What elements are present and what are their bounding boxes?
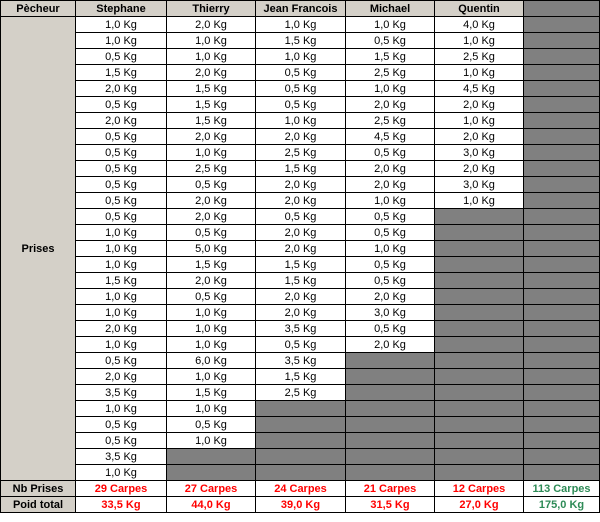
catch-row [1, 321, 600, 337]
empty-cell [435, 241, 524, 257]
weight-cell-stephane: 0,5 Kg [76, 417, 167, 433]
weight-cell-stephane: 1,0 Kg [76, 225, 167, 241]
weight-cell-stephane: 2,0 Kg [76, 113, 167, 129]
catch-row [1, 385, 600, 401]
weight-cell-thierry: 2,0 Kg [167, 17, 256, 33]
weight-cell-stephane: 0,5 Kg [76, 193, 167, 209]
empty-cell [524, 289, 600, 305]
weight-cell-michael: 0,5 Kg [346, 209, 435, 225]
empty-cell [524, 241, 600, 257]
poid-total-stephane: 33,5 Kg [76, 497, 167, 513]
catch-row [1, 17, 600, 33]
empty-cell [524, 209, 600, 225]
header-label-pecheur: Pècheur [1, 1, 76, 17]
empty-cell [524, 17, 600, 33]
empty-cell [524, 33, 600, 49]
weight-cell-jean-francois: 1,0 Kg [256, 113, 346, 129]
header-row [1, 1, 600, 17]
catch-row [1, 113, 600, 129]
summary-rows [1, 481, 600, 513]
empty-cell [435, 305, 524, 321]
weight-cell-stephane: 1,0 Kg [76, 17, 167, 33]
empty-cell [435, 433, 524, 449]
empty-cell [524, 81, 600, 97]
weight-cell-jean-francois: 2,0 Kg [256, 241, 346, 257]
weight-cell-thierry: 0,5 Kg [167, 177, 256, 193]
weight-cell-jean-francois: 1,5 Kg [256, 369, 346, 385]
nb-prises-row [1, 481, 600, 497]
catch-row [1, 353, 600, 369]
empty-cell [167, 465, 256, 481]
weight-cell-michael: 1,0 Kg [346, 193, 435, 209]
empty-cell [435, 465, 524, 481]
weight-cell-michael: 0,5 Kg [346, 257, 435, 273]
weight-cell-stephane: 1,0 Kg [76, 289, 167, 305]
weight-cell-thierry: 2,0 Kg [167, 193, 256, 209]
catch-row [1, 465, 600, 481]
weight-cell-thierry: 1,5 Kg [167, 81, 256, 97]
weight-cell-jean-francois: 1,5 Kg [256, 33, 346, 49]
nb-prises-total: 113 Carpes [524, 481, 600, 497]
prises-label: Prises [1, 17, 76, 481]
weight-cell-stephane: 2,0 Kg [76, 369, 167, 385]
weight-cell-thierry: 2,0 Kg [167, 273, 256, 289]
poid-total-row [1, 497, 600, 513]
weight-cell-thierry: 2,0 Kg [167, 129, 256, 145]
header-jean-francois: Jean Francois [256, 1, 346, 17]
catch-row [1, 433, 600, 449]
weight-cell-jean-francois: 0,5 Kg [256, 209, 346, 225]
weight-cell-stephane: 2,0 Kg [76, 321, 167, 337]
catch-row [1, 49, 600, 65]
empty-cell [524, 321, 600, 337]
weight-cell-jean-francois: 2,0 Kg [256, 225, 346, 241]
weight-cell-thierry: 2,0 Kg [167, 65, 256, 81]
catch-row [1, 241, 600, 257]
nb-prises-michael: 21 Carpes [346, 481, 435, 497]
weight-cell-thierry: 1,0 Kg [167, 337, 256, 353]
empty-cell [524, 417, 600, 433]
weight-cell-stephane: 1,5 Kg [76, 65, 167, 81]
empty-cell [435, 289, 524, 305]
header-thierry: Thierry [167, 1, 256, 17]
empty-cell [435, 321, 524, 337]
weight-cell-michael: 3,0 Kg [346, 305, 435, 321]
weight-cell-michael: 0,5 Kg [346, 33, 435, 49]
weight-cell-michael: 2,0 Kg [346, 161, 435, 177]
empty-cell [256, 401, 346, 417]
empty-cell [524, 449, 600, 465]
weight-cell-jean-francois: 0,5 Kg [256, 65, 346, 81]
empty-cell [524, 161, 600, 177]
poid-total-label: Poid total [1, 497, 76, 513]
empty-cell [256, 449, 346, 465]
weight-cell-thierry: 1,5 Kg [167, 113, 256, 129]
empty-cell [346, 449, 435, 465]
empty-cell [435, 417, 524, 433]
weight-cell-michael: 4,5 Kg [346, 129, 435, 145]
catch-rows [1, 17, 600, 481]
catch-row [1, 193, 600, 209]
catch-row [1, 177, 600, 193]
weight-cell-quentin: 2,0 Kg [435, 161, 524, 177]
weight-cell-stephane: 1,0 Kg [76, 257, 167, 273]
weight-cell-thierry: 1,0 Kg [167, 369, 256, 385]
weight-cell-stephane: 0,5 Kg [76, 97, 167, 113]
weight-cell-thierry: 2,5 Kg [167, 161, 256, 177]
weight-cell-jean-francois: 2,0 Kg [256, 177, 346, 193]
weight-cell-michael: 0,5 Kg [346, 225, 435, 241]
weight-cell-jean-francois: 2,0 Kg [256, 289, 346, 305]
weight-cell-stephane: 0,5 Kg [76, 49, 167, 65]
weight-cell-michael: 2,0 Kg [346, 289, 435, 305]
catch-row [1, 449, 600, 465]
catch-row [1, 161, 600, 177]
empty-cell [435, 273, 524, 289]
weight-cell-quentin: 2,0 Kg [435, 97, 524, 113]
catch-row [1, 81, 600, 97]
catch-row [1, 209, 600, 225]
weight-cell-jean-francois: 1,5 Kg [256, 257, 346, 273]
catch-row [1, 257, 600, 273]
empty-cell [524, 369, 600, 385]
empty-cell [524, 337, 600, 353]
empty-cell [435, 401, 524, 417]
weight-cell-michael: 1,0 Kg [346, 241, 435, 257]
weight-cell-michael: 1,5 Kg [346, 49, 435, 65]
empty-cell [435, 369, 524, 385]
catch-row [1, 273, 600, 289]
weight-cell-jean-francois: 3,5 Kg [256, 353, 346, 369]
weight-cell-michael: 0,5 Kg [346, 321, 435, 337]
weight-cell-quentin: 2,0 Kg [435, 129, 524, 145]
weight-cell-thierry: 5,0 Kg [167, 241, 256, 257]
weight-cell-thierry: 1,0 Kg [167, 433, 256, 449]
weight-cell-stephane: 0,5 Kg [76, 145, 167, 161]
empty-cell [524, 65, 600, 81]
weight-cell-stephane: 0,5 Kg [76, 353, 167, 369]
catch-row [1, 289, 600, 305]
empty-cell [524, 177, 600, 193]
weight-cell-thierry: 1,0 Kg [167, 49, 256, 65]
weight-cell-jean-francois: 3,5 Kg [256, 321, 346, 337]
empty-cell [524, 113, 600, 129]
empty-cell [524, 225, 600, 241]
empty-cell [256, 465, 346, 481]
nb-prises-thierry: 27 Carpes [167, 481, 256, 497]
weight-cell-quentin: 4,5 Kg [435, 81, 524, 97]
weight-cell-stephane: 0,5 Kg [76, 433, 167, 449]
weight-cell-stephane: 0,5 Kg [76, 177, 167, 193]
catch-row [1, 305, 600, 321]
empty-cell [524, 433, 600, 449]
weight-cell-stephane: 3,5 Kg [76, 385, 167, 401]
empty-cell [346, 385, 435, 401]
weight-cell-michael: 0,5 Kg [346, 145, 435, 161]
weight-cell-thierry: 1,5 Kg [167, 385, 256, 401]
weight-cell-thierry: 1,5 Kg [167, 257, 256, 273]
weight-cell-quentin: 1,0 Kg [435, 193, 524, 209]
weight-cell-thierry: 1,0 Kg [167, 33, 256, 49]
empty-cell [524, 49, 600, 65]
weight-cell-jean-francois: 1,5 Kg [256, 161, 346, 177]
empty-cell [435, 337, 524, 353]
catch-row [1, 417, 600, 433]
weight-cell-quentin: 1,0 Kg [435, 65, 524, 81]
weight-cell-stephane: 1,0 Kg [76, 241, 167, 257]
weight-cell-stephane: 1,0 Kg [76, 337, 167, 353]
weight-cell-michael: 1,0 Kg [346, 17, 435, 33]
weight-cell-thierry: 6,0 Kg [167, 353, 256, 369]
empty-cell [435, 257, 524, 273]
weight-cell-jean-francois: 1,0 Kg [256, 17, 346, 33]
weight-cell-michael: 2,0 Kg [346, 177, 435, 193]
empty-cell [524, 385, 600, 401]
poid-total-jean-francois: 39,0 Kg [256, 497, 346, 513]
empty-cell [524, 97, 600, 113]
empty-cell [346, 465, 435, 481]
empty-cell [435, 353, 524, 369]
nb-prises-stephane: 29 Carpes [76, 481, 167, 497]
weight-cell-jean-francois: 2,0 Kg [256, 305, 346, 321]
empty-cell [524, 353, 600, 369]
empty-cell [435, 449, 524, 465]
catch-row [1, 129, 600, 145]
weight-cell-thierry: 0,5 Kg [167, 417, 256, 433]
weight-cell-thierry: 0,5 Kg [167, 289, 256, 305]
weight-cell-jean-francois: 2,0 Kg [256, 129, 346, 145]
weight-cell-thierry: 0,5 Kg [167, 225, 256, 241]
weight-cell-stephane: 1,0 Kg [76, 465, 167, 481]
weight-cell-stephane: 0,5 Kg [76, 209, 167, 225]
weight-cell-thierry: 1,0 Kg [167, 145, 256, 161]
empty-cell [346, 353, 435, 369]
catch-row [1, 33, 600, 49]
weight-cell-thierry: 1,5 Kg [167, 97, 256, 113]
catch-row [1, 97, 600, 113]
weight-cell-stephane: 1,0 Kg [76, 305, 167, 321]
empty-cell [524, 145, 600, 161]
header-total-blank [524, 1, 600, 17]
empty-cell [524, 193, 600, 209]
weight-cell-quentin: 1,0 Kg [435, 33, 524, 49]
weight-cell-jean-francois: 0,5 Kg [256, 81, 346, 97]
poid-total-quentin: 27,0 Kg [435, 497, 524, 513]
weight-cell-stephane: 0,5 Kg [76, 129, 167, 145]
nb-prises-label: Nb Prises [1, 481, 76, 497]
weight-cell-stephane: 1,5 Kg [76, 273, 167, 289]
weight-cell-thierry: 1,0 Kg [167, 321, 256, 337]
weight-cell-quentin: 2,5 Kg [435, 49, 524, 65]
catch-row [1, 65, 600, 81]
nb-prises-jean-francois: 24 Carpes [256, 481, 346, 497]
empty-cell [256, 433, 346, 449]
empty-cell [524, 273, 600, 289]
empty-cell [524, 401, 600, 417]
weight-cell-michael: 2,0 Kg [346, 97, 435, 113]
weight-cell-michael: 0,5 Kg [346, 273, 435, 289]
weight-cell-stephane: 3,5 Kg [76, 449, 167, 465]
weight-cell-jean-francois: 1,5 Kg [256, 273, 346, 289]
poid-total-michael: 31,5 Kg [346, 497, 435, 513]
weight-cell-michael: 2,5 Kg [346, 113, 435, 129]
weight-cell-quentin: 3,0 Kg [435, 177, 524, 193]
weight-cell-jean-francois: 2,5 Kg [256, 145, 346, 161]
weight-cell-stephane: 2,0 Kg [76, 81, 167, 97]
weight-cell-stephane: 0,5 Kg [76, 161, 167, 177]
catch-row [1, 145, 600, 161]
poid-total-thierry: 44,0 Kg [167, 497, 256, 513]
empty-cell [346, 417, 435, 433]
catch-row [1, 225, 600, 241]
empty-cell [346, 369, 435, 385]
weight-cell-michael: 2,5 Kg [346, 65, 435, 81]
empty-cell [435, 385, 524, 401]
empty-cell [524, 465, 600, 481]
empty-cell [167, 449, 256, 465]
weight-cell-stephane: 1,0 Kg [76, 401, 167, 417]
weight-cell-jean-francois: 2,5 Kg [256, 385, 346, 401]
weight-cell-jean-francois: 2,0 Kg [256, 193, 346, 209]
weight-cell-michael: 1,0 Kg [346, 81, 435, 97]
weight-cell-quentin: 4,0 Kg [435, 17, 524, 33]
empty-cell [435, 225, 524, 241]
weight-cell-jean-francois: 0,5 Kg [256, 97, 346, 113]
weight-cell-stephane: 1,0 Kg [76, 33, 167, 49]
empty-cell [435, 209, 524, 225]
catch-row [1, 337, 600, 353]
header-stephane: Stephane [76, 1, 167, 17]
catch-row [1, 401, 600, 417]
weight-cell-jean-francois: 0,5 Kg [256, 337, 346, 353]
empty-cell [346, 433, 435, 449]
nb-prises-quentin: 12 Carpes [435, 481, 524, 497]
weight-cell-michael: 2,0 Kg [346, 337, 435, 353]
weight-cell-quentin: 3,0 Kg [435, 145, 524, 161]
weight-cell-quentin: 1,0 Kg [435, 113, 524, 129]
empty-cell [346, 401, 435, 417]
empty-cell [524, 129, 600, 145]
empty-cell [524, 257, 600, 273]
weight-cell-thierry: 1,0 Kg [167, 305, 256, 321]
poid-total-total: 175,0 Kg [524, 497, 600, 513]
catch-row [1, 369, 600, 385]
weight-cell-thierry: 2,0 Kg [167, 209, 256, 225]
header-quentin: Quentin [435, 1, 524, 17]
weight-cell-jean-francois: 1,0 Kg [256, 49, 346, 65]
header-michael: Michael [346, 1, 435, 17]
weight-cell-thierry: 1,0 Kg [167, 401, 256, 417]
empty-cell [524, 305, 600, 321]
empty-cell [256, 417, 346, 433]
